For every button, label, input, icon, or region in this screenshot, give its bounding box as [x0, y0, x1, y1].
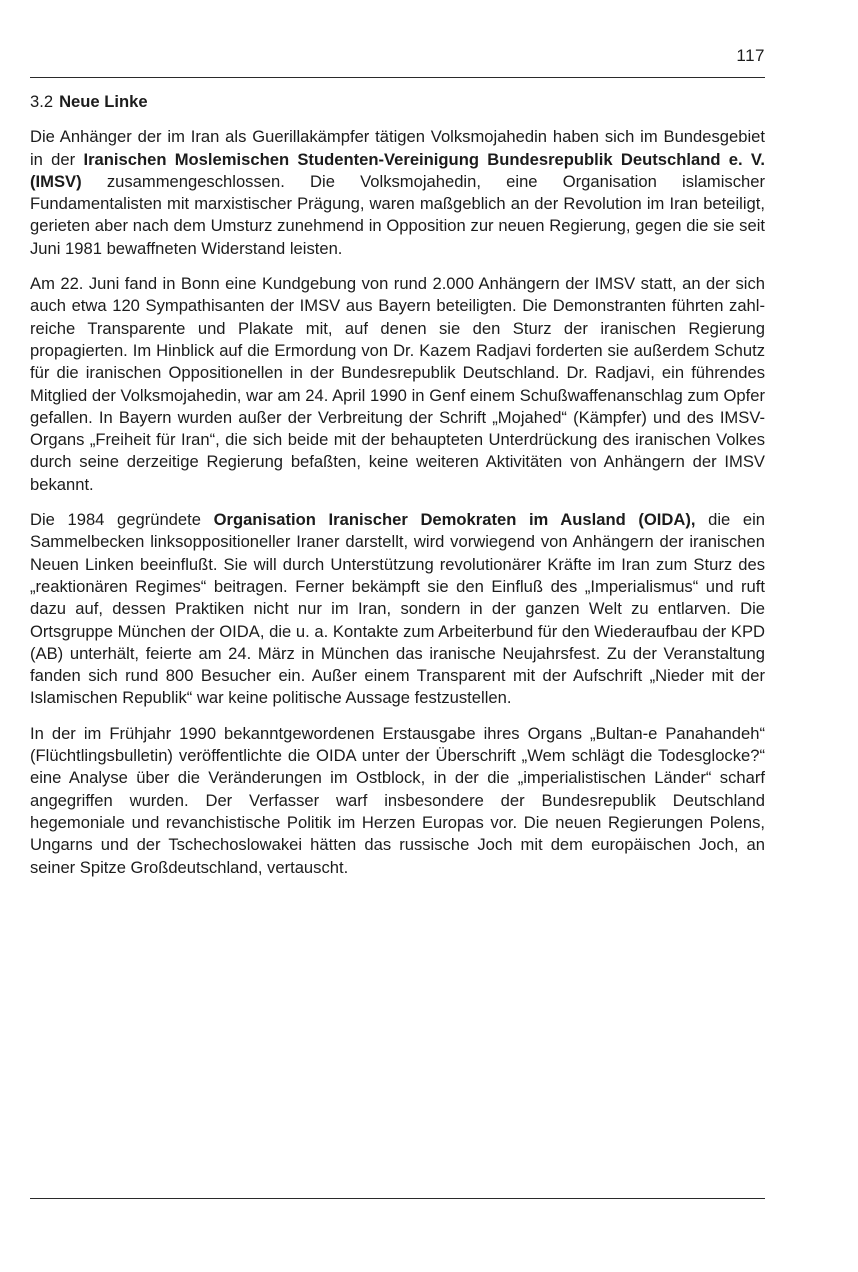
paragraph-imsv	[30, 126, 765, 260]
header-rule	[30, 77, 765, 78]
paragraph-text: zusammengeschlossen. Die Volksmojahedin, eine Organisation islamischer Fundamentalisten mit marxistischer Prägung, waren maßgeblich an der Revolution im Iran beteiligt, gerieten aber nach dem Umsturz zunehmend in Opposition zur neuen Regierung, gegen die sie seit Juni 1981 bewaffneten Widerstand leisten.	[30, 171, 765, 258]
organization-name-oida: Organisation Iranischer Demokraten im Ausland (OIDA),	[213, 510, 696, 530]
page-number: 117	[736, 46, 765, 65]
paragraph-kundgebung: Am 22. Juni fand in Bonn eine Kundgebung von rund 2.000 Anhängern der IMSV statt, an der sich auch etwa 120 Sympathisanten der IMSV aus Bayern beteiligten. Die Demonstranten führten zahlreiche Transparente und Plakate mit, auf denen sie den Sturz der iranischen Regierung propagierten. Im Hinblick auf die Ermordung von Dr. Kazem Radjavi forderten sie außerdem Schutz für die iranischen Oppositionellen in der Bundesrepublik Deutschland. Dr. Radjavi, ein führendes Mitglied der Volksmojahedin, war am 24. April 1990 in Genf einem Schußwaffenanschlag zum Opfer gefallen. In Bayern wurden außer der Verbreitung der Schrift „Mojahed“ (Kämpfer) und des IMSV-Organs „Freiheit für Iran“, die sich beide mit der behaupteten Unterdrückung des iranischen Volkes durch seine derzeitige Regierung befaßten, keine weiteren Aktivitäten von Anhängern der IMSV bekannt.	[30, 274, 765, 494]
section-heading	[30, 91, 765, 113]
paragraph-bulletin: In der im Frühjahr 1990 bekanntgewordenen Erstausgabe ihres Organs „Bultan-e Panahandeh“ (Flüchtlingsbulletin) veröffentlichte die OIDA unter der Überschrift „Wem schlägt die Todesglocke?“ eine Analyse über die Veränderungen im Ostblock, in der die „imperialistischen Länder“ scharf angegriffen wurden. Der Verfasser warf insbesondere der Bundesrepublik Deutschland hegemoniale und revanchistische Politik im Herzen Europas vor. Die neuen Regierungen Polens, Ungarns und der Tschechoslowakei hätten das russische Joch mit dem europäischen Joch, an seiner Spitze Großdeutschland, vertauscht.	[30, 723, 765, 877]
paragraph-text: Die 1984 gegründete	[30, 510, 214, 530]
paragraph-text: Die Anhänger der im Iran als Guerillakämpfer tätigen Volksmojahedin haben sich im Bundesgebiet in der	[30, 127, 765, 169]
paragraph-oida	[30, 509, 765, 710]
footer-rule	[30, 1198, 765, 1199]
page-body	[30, 91, 765, 892]
section-number: 3.2	[30, 92, 54, 111]
section-title: Neue Linke	[59, 92, 148, 111]
paragraph-text: die ein Sammelbecken linksoppositioneller Iraner darstellt, wird vorwiegend von Anhängern der iranischen Neuen Linken beeinflußt. Sie will durch Unterstützung revolutionärer Kräfte im Iran zum Sturz des „reaktionären Regimes“ beitragen. Ferner bekämpft sie den Einfluß des „Imperialismus“ und ruft dazu auf, dessen Praktiken nicht nur im Iran, sondern in der ganzen Welt zu entlarven. Die Ortsgruppe München der OIDA, die u. a. Kontakte zum Arbeiterbund für den Wiederaufbau der KPD (AB) unterhält, feierte am 24. März in München das iranische Neujahrsfest. Zu der Veranstaltung fanden sich rund 800 Besucher ein. Außer einem Transparent mit der Aufschrift „Nieder mit der Islamischen Republik“ war keine politische Aussage festzustellen.	[30, 510, 765, 708]
organization-name-imsv: Iranischen Moslemischen Studenten-Vereinigung Bundesrepublik Deutschland e. V. (IMSV)	[30, 149, 766, 191]
